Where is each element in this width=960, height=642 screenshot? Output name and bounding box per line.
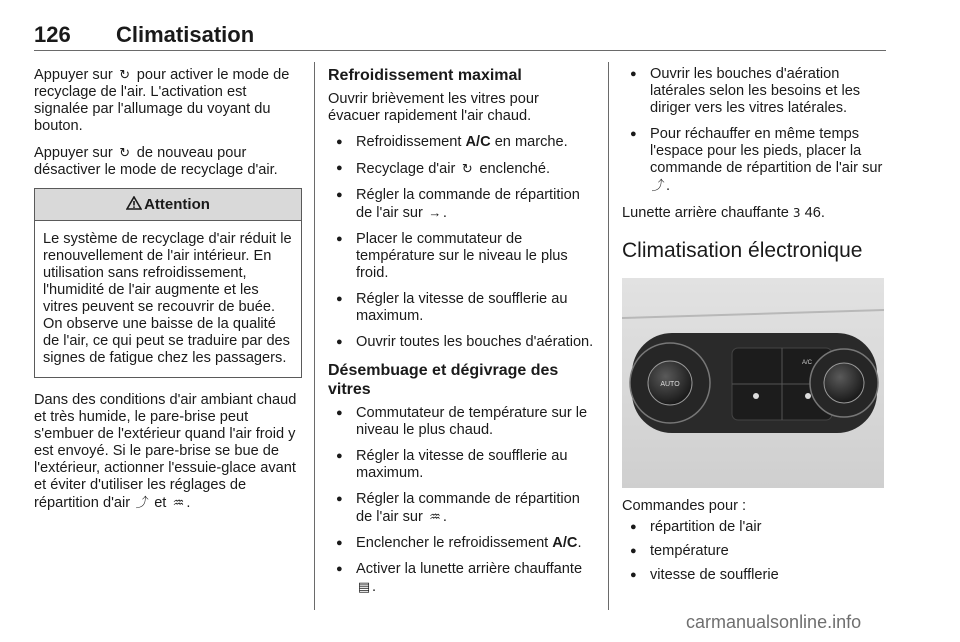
page-number: 126 <box>34 22 71 47</box>
heading-max-cooling: Refroidissement maximal <box>328 67 522 84</box>
heading-electronic-climate: Climatisation électronique <box>622 239 863 262</box>
windshield-foot-icon: ⤴ <box>135 495 149 510</box>
windshield-foot-icon: ⤴ <box>651 178 665 193</box>
face-vent-icon: → <box>428 205 442 220</box>
vent-list <box>622 66 888 195</box>
controls-intro: Commandes pour : <box>622 498 747 514</box>
list-item: ● Pour réchauffer en même temps l'espace pour les pieds, placer la commande de répartition de l'air sur ⤴ . <box>622 126 888 195</box>
page-reference-arrow-icon: 3 <box>792 206 801 220</box>
cooling-list <box>328 134 594 351</box>
list-item: ● vitesse de soufflerie <box>622 567 888 584</box>
list-item: ● répartition de l'air <box>622 519 888 536</box>
auto-label: AUTO <box>660 381 680 388</box>
heading-defrost: Désembuage et dégivrage des vitres <box>328 362 559 398</box>
list-item: ● Recyclage d'air ↻ enclenché. <box>328 160 594 178</box>
controls-list <box>622 519 888 584</box>
list-item: ● Refroidissement A/C en marche. <box>328 134 594 151</box>
list-item: ● Régler la commande de répartition de l'air sur → . <box>328 187 594 222</box>
page-title: Climatisation <box>116 22 255 47</box>
defrost-list <box>328 405 594 596</box>
recirc-activate-paragraph: Appuyer sur ↻ pour activer le mode de recyclage de l'air. L'activation est signalée par l'allumage du voyant du bouton. <box>34 67 290 134</box>
ac-label: A/C <box>801 360 813 366</box>
warning-triangle-icon <box>126 196 142 210</box>
recirculation-icon: ↻ <box>119 145 131 160</box>
list-item: ● Placer le commutateur de température sur le niveau le plus froid. <box>328 231 594 282</box>
list-item: ● Ouvrir les bouches d'aération latérales selon les besoins et les diriger vers les vitres latérales. <box>622 66 888 117</box>
list-item: ● température <box>622 543 888 560</box>
fan-knob[interactable] <box>824 363 864 403</box>
list-item: ● Régler la vitesse de soufflerie au maximum. <box>328 448 594 482</box>
column-1 <box>34 66 302 521</box>
rear-window-heat-icon: ▤ <box>357 579 371 594</box>
list-item: ● Commutateur de température sur le niveau le plus chaud. <box>328 405 594 439</box>
climate-control-photo <box>622 278 884 488</box>
attention-heading: Attention <box>35 189 301 221</box>
climate-panel-illustration <box>622 278 884 488</box>
list-item: ● Régler la commande de répartition de l'air sur ♒ . <box>328 491 594 526</box>
attention-box <box>34 188 302 378</box>
column-2 <box>328 66 594 606</box>
recirculation-icon: ↻ <box>461 161 473 176</box>
header-rule <box>34 50 886 51</box>
list-item: ● Activer la lunette arrière chauffante ▤ . <box>328 561 594 596</box>
cooling-intro: Ouvrir brièvement les vitres pour évacuer rapidement l'air chaud. <box>328 91 539 124</box>
list-item: ● Régler la vitesse de soufflerie au maximum. <box>328 291 594 325</box>
attention-body: Le système de recyclage d'air réduit le renouvellement de l'air intérieur. En utilisation sans refroidissement, l'humidité de l'air augmente et les vitres peuvent se recouvrir de buée. On observe une baisse de la qualité de l'air, ce qui peut se traduire par des signes de fatigue chez les passagers. <box>43 231 292 366</box>
recirc-deactivate-paragraph: Appuyer sur ↻ de nouveau pour désactiver le mode de recyclage d'air. <box>34 145 278 178</box>
column-divider-2 <box>608 62 609 610</box>
windshield-fog-paragraph: Dans des conditions d'air ambiant chaud et très humide, le pare-brise peut s'embuer de l'extérieur quand l'air froid y est envoyé. Si le pare-brise se bue de l'extérieur, actionner l'essuie-glace avant et éviter d'utiliser les réglages de répartition d'air ⤴ et ♒ . <box>34 392 297 511</box>
indicator-dot <box>805 393 811 399</box>
rear-window-reference: Lunette arrière chauffante 3 46. <box>622 205 825 221</box>
defrost-icon: ♒ <box>172 495 185 510</box>
column-divider-1 <box>314 62 315 610</box>
column-3 <box>622 66 888 594</box>
list-item: ● Ouvrir toutes les bouches d'aération. <box>328 334 594 351</box>
defrost-icon: ♒ <box>429 509 441 524</box>
indicator-dot <box>753 393 759 399</box>
watermark: carmanualsonline.info <box>686 612 862 632</box>
list-item: ● Enclencher le refroidissement A/C. <box>328 535 594 552</box>
page-header <box>34 22 886 52</box>
recirculation-icon: ↻ <box>119 67 131 82</box>
